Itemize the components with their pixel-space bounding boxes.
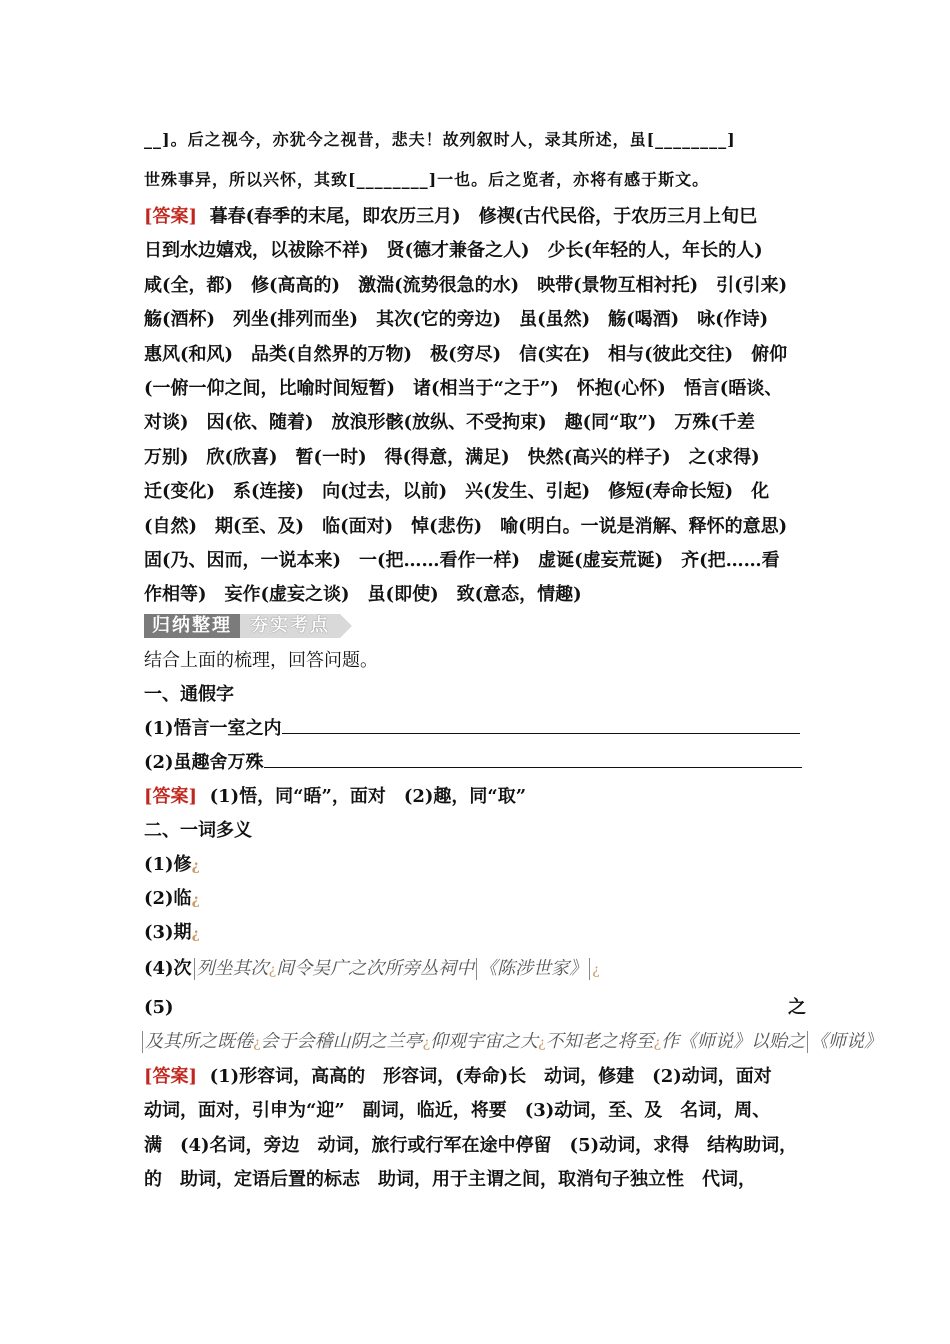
example-5e: 作《师说》以贻之 [661, 1031, 806, 1052]
answer-1-line [144, 205, 757, 229]
answer-2-text: 的 助词，定语后置的标志 助词，用于主谓之间，取消句子独立性 代词， [144, 1169, 756, 1191]
answer-1-line [144, 411, 755, 435]
divider [589, 958, 590, 980]
example-1: 列坐其次 [196, 958, 269, 979]
answer-1-text: (一俯一仰之间，比喻时间短暂) 诸(相当于“之于”) 怀抱(心怀) 悟言(晤谈、 [144, 378, 783, 399]
answer-tag: [答案] [144, 786, 198, 807]
brace-icon: ¿ [191, 892, 200, 908]
question-2-text: (2)虽趣舍万殊 [144, 752, 264, 773]
polysemy-4-label: (4)次 [144, 958, 192, 979]
section-banner [144, 614, 352, 638]
answer-1-line [144, 480, 769, 504]
answer-2-line [144, 1099, 770, 1123]
answer-blank-1[interactable] [282, 733, 800, 734]
answer-1-line [144, 583, 582, 607]
answer-1-text: 万别) 欣(欣喜) 暂(一时) 得(得意，满足) 快然(高兴的样子) 之(求得) [144, 446, 760, 468]
prompt-text: 结合上面的梳理，回答问题。 [144, 650, 378, 671]
question-1-text: (1)悟言一室之内 [144, 718, 282, 739]
answer-1-text: 暮春(春季的末尾，即农历三月) 修禊(古代民俗，于农历三月上旬巳 [209, 206, 758, 227]
answer-1-text: 作相等) 妄作(虚妄之谈) 虽(即使) 致(意态，情趣) [144, 584, 582, 606]
answer-1-text: 惠风(和风) 品类(自然界的万物) 极(穷尽) 信(实在) 相与(彼此交往) 俯仰 [144, 343, 788, 365]
polysemy-2-label: (2)临 [144, 888, 192, 909]
polysemy-4 [144, 957, 600, 982]
brace-icon: ¿ [253, 1035, 261, 1051]
example-5c: 仰观宇宙之大 [430, 1031, 539, 1052]
brace-icon: ¿ [422, 1035, 431, 1051]
polysemy-3-label: (3)期 [144, 922, 192, 943]
section2-title: 二、一词多义 [144, 820, 252, 841]
example-5a: 及其所之既倦 [145, 1031, 253, 1052]
polysemy-1 [144, 853, 200, 878]
answer-2-line [144, 1065, 772, 1089]
question-1 [144, 717, 800, 741]
answer-2-line [144, 1168, 756, 1192]
answer-blank-2[interactable] [264, 767, 802, 768]
example-2: 间令吴广之次所旁丛祠中 [276, 958, 475, 979]
banner-right: 夯实考点 [240, 614, 340, 638]
example-5f: 《师说》 [810, 1031, 883, 1052]
brace-icon: ¿ [268, 962, 277, 978]
question-2 [144, 751, 802, 775]
banner-arrow [340, 614, 352, 638]
answer-1-line [144, 446, 760, 470]
section1-title: 一、通假字 [144, 684, 234, 705]
passage-line-2: 世殊事异，所以兴怀，其致[________]一也。后之览者，亦将有感于斯文。 [144, 170, 710, 189]
polysemy-2 [144, 887, 200, 912]
answer-2-text: (1)形容词，高高的 形容词，(寿命)长 动词，修建 (2)动词，面对 [209, 1066, 772, 1087]
answer-2-text: 满 (4)名词，旁边 动词，旅行或行军在途中停留 (5)动词，求得 结构助词， [144, 1134, 798, 1156]
divider [142, 1031, 143, 1053]
polysemy-5-examples [140, 1030, 950, 1055]
answer-line-s1 [144, 785, 526, 809]
answer-1-line [144, 549, 780, 573]
example-5d: 不知老之将至 [545, 1031, 654, 1052]
polysemy-5-label: (5) [144, 997, 174, 1018]
answer-1-line [144, 377, 782, 401]
answer-1-line [144, 308, 768, 332]
divider [194, 958, 195, 980]
answer-2-line [144, 1134, 797, 1158]
answer-2-text: 动词，面对，引申为“迎” 副词，临近，将要 (3)动词，至、及 名词，周、 [144, 1100, 771, 1122]
brace-icon: ¿ [538, 1035, 546, 1051]
example-5b: 会于会稽山阴之兰亭 [260, 1031, 423, 1052]
answer-1-text: 固(乃、因而，一说本来) 一(把……看作一样) 虚诞(虚妄荒诞) 齐(把……看 [144, 550, 780, 571]
answer-1-line [144, 274, 787, 298]
answer-1-text: 对谈) 因(依、随着) 放浪形骸(放纵、不受拘束) 趣(同“取”) 万殊(千差 [144, 412, 755, 434]
answer-text: (1)悟，同“晤”，面对 (2)趣，同“取” [209, 786, 527, 807]
banner-left: 归纳整理 [144, 614, 240, 638]
polysemy-5-char: 之 [788, 997, 806, 1018]
answer-tag: [答案] [144, 206, 198, 227]
polysemy-1-label: (1)修 [144, 854, 192, 875]
divider [807, 1031, 808, 1053]
polysemy-3 [144, 921, 200, 946]
brace-icon: ¿ [653, 1035, 662, 1051]
answer-1-line [144, 239, 763, 263]
answer-1-text: (自然) 期(至、及) 临(面对) 悼(悲伤) 喻(明白。一说是消解、释怀的意思) [144, 515, 788, 537]
brace-icon: ¿ [191, 926, 200, 942]
divider [476, 958, 477, 980]
passage-line-1: __]。后之视今，亦犹今之视昔，悲夫！故列叙时人，录其所述，虽[________] [144, 130, 736, 149]
brace-icon: ¿ [592, 962, 600, 978]
answer-1-line [144, 515, 787, 539]
answer-tag: [答案] [144, 1066, 198, 1087]
answer-1-line [144, 343, 787, 367]
brace-icon: ¿ [191, 858, 200, 874]
answer-1-text: 觞(酒杯) 列坐(排列而坐) 其次(它的旁边) 虽(虽然) 觞(喝酒) 咏(作诗) [144, 309, 769, 331]
example-source: 《陈涉世家》 [479, 958, 588, 979]
answer-1-text: 迁(变化) 系(连接) 向(过去，以前) 兴(发生、引起) 修短(寿命长短) 化 [144, 481, 770, 503]
answer-1-text: 咸(全，都) 修(高高的) 激湍(流势很急的水) 映带(景物互相衬托) 引(引来) [144, 274, 788, 296]
answer-1-text: 日到水边嬉戏，以祓除不祥) 贤(德才兼备之人) 少长(年轻的人，年长的人) [144, 240, 763, 262]
